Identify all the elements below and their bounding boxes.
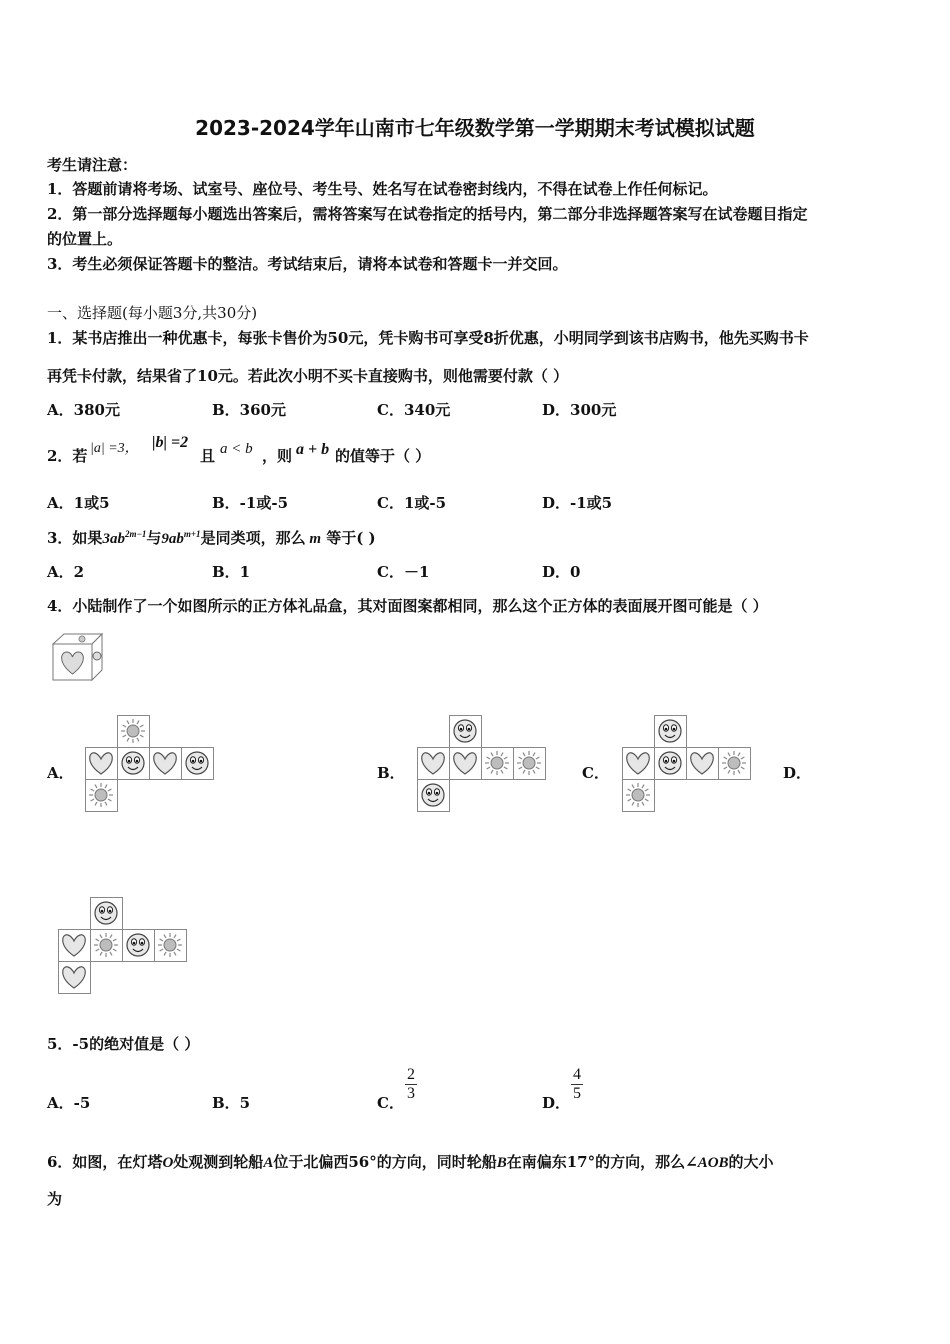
q5-option-d: D． xyxy=(542,1094,571,1112)
q3-option-b: B．1 xyxy=(212,563,251,581)
net-face xyxy=(482,748,514,780)
smiley-face-icon xyxy=(122,752,144,774)
cube-net-c xyxy=(622,715,752,811)
section-heading: 一、选择题(每小题3分,共30分) xyxy=(47,304,258,322)
net-face xyxy=(59,930,91,962)
net-face xyxy=(623,748,655,780)
net-face xyxy=(623,780,655,812)
notice-item: 2．第一部分选择题每小题选出答案后，需将答案写在试卷指定的括号内，第二部分非选择题答案写在试卷题目指定 xyxy=(47,205,808,223)
q2-condition: a < b xyxy=(220,441,253,457)
q4-option-b: B． xyxy=(377,764,405,782)
net-face xyxy=(59,962,91,994)
q3-option-c: C．－1 xyxy=(377,563,430,581)
q3-option-a: A．2 xyxy=(47,563,85,581)
smiley-face-icon xyxy=(422,784,444,806)
net-face xyxy=(655,716,687,748)
net-face xyxy=(655,748,687,780)
q2-text: 的值等于（ ） xyxy=(335,447,431,465)
q4-text: 4．小陆制作了一个如图所示的正方体礼品盒，其对面图案都相同，那么这个正方体的表面展开图可能是（ ） xyxy=(47,597,768,615)
q4-option-a: A． xyxy=(47,764,74,782)
q5-fraction-c: $\frac{2}{3}$ xyxy=(407,1066,415,1102)
net-face xyxy=(118,716,150,748)
q2-abs-a: |a| =3， xyxy=(90,441,139,456)
q3-text: 3．如果$3ab^{2m-1}$与$9ab^{m+1}$是同类项，那么 m 等于( ) xyxy=(47,529,376,547)
q5-text: 5．-5的绝对值是（ ） xyxy=(47,1035,200,1053)
net-face xyxy=(91,898,123,930)
q5-option-a: A．-5 xyxy=(47,1094,91,1112)
net-face xyxy=(155,930,187,962)
q5-option-c: C． xyxy=(377,1094,404,1112)
smiley-face-icon xyxy=(186,752,208,774)
net-face xyxy=(514,748,546,780)
net-face xyxy=(118,748,150,780)
page-title: 2023-2024学年山南市七年级数学第一学期期末考试模拟试题 xyxy=(195,116,755,140)
net-face xyxy=(418,748,450,780)
net-face xyxy=(150,748,182,780)
net-face xyxy=(86,780,118,812)
cube-net-a xyxy=(85,715,217,811)
net-face xyxy=(418,780,450,812)
smiley-face-icon xyxy=(659,720,681,742)
q1-option-b: B．360元 xyxy=(212,401,286,419)
cube-net-d xyxy=(58,897,188,993)
q1-option-d: D．300元 xyxy=(542,401,617,419)
q4-option-c: C． xyxy=(582,764,609,782)
net-face xyxy=(450,748,482,780)
q5-option-b: B．5 xyxy=(212,1094,251,1112)
q2-expression: a + b xyxy=(296,441,330,458)
q2-text: 且 xyxy=(200,447,216,465)
q2-abs-b: |b| =2 xyxy=(152,434,189,451)
q2-text: ，则 xyxy=(262,447,293,465)
q6-text: 为 xyxy=(47,1190,63,1208)
q2-option-c: C．1或-5 xyxy=(377,494,447,512)
net-face xyxy=(450,716,482,748)
notice-item: 3．考生必须保证答题卡的整洁。考试结束后，请将本试卷和答题卡一并交回。 xyxy=(47,255,568,273)
net-face xyxy=(91,930,123,962)
q1-option-c: C．340元 xyxy=(377,401,451,419)
q2-option-d: D．-1或5 xyxy=(542,494,613,512)
notice-item: 1．答题前请将考场、试室号、座位号、考生号、姓名写在试卷密封线内，不得在试卷上作任何标记。 xyxy=(47,180,718,198)
net-face xyxy=(86,748,118,780)
net-face xyxy=(182,748,214,780)
smiley-face-icon xyxy=(454,720,476,742)
notice-item: 的位置上。 xyxy=(47,230,123,248)
q1-text: 1．某书店推出一种优惠卡，每张卡售价为50元，凭卡购书可享受8折优惠，小明同学到该书店购书，他先买购书卡 xyxy=(47,329,809,347)
smiley-face-icon xyxy=(127,934,149,956)
q1-option-a: A．380元 xyxy=(47,401,120,419)
q6-text: 6．如图，在灯塔O处观测到轮船A位于北偏西56°的方向，同时轮船B在南偏东17°的方向，那么∠AOB的大小 xyxy=(47,1153,774,1171)
q3-option-d: D．0 xyxy=(542,563,581,581)
gift-box-cube-figure xyxy=(52,632,104,682)
net-face xyxy=(719,748,751,780)
smiley-face-icon xyxy=(659,752,681,774)
cube-net-b xyxy=(417,715,547,811)
q4-option-d: D． xyxy=(783,764,812,782)
q1-text: 再凭卡付款，结果省了10元。若此次小明不买卡直接购书，则他需要付款（ ） xyxy=(47,367,569,385)
q2-option-b: B．-1或-5 xyxy=(212,494,289,512)
net-face xyxy=(123,930,155,962)
q2-text: 2．若 xyxy=(47,447,88,465)
net-face xyxy=(687,748,719,780)
notice-heading: 考生请注意： xyxy=(47,156,138,174)
q2-option-a: A．1或5 xyxy=(47,494,110,512)
q5-fraction-d: $\frac{4}{5}$ xyxy=(573,1066,581,1102)
smiley-face-icon xyxy=(95,902,117,924)
